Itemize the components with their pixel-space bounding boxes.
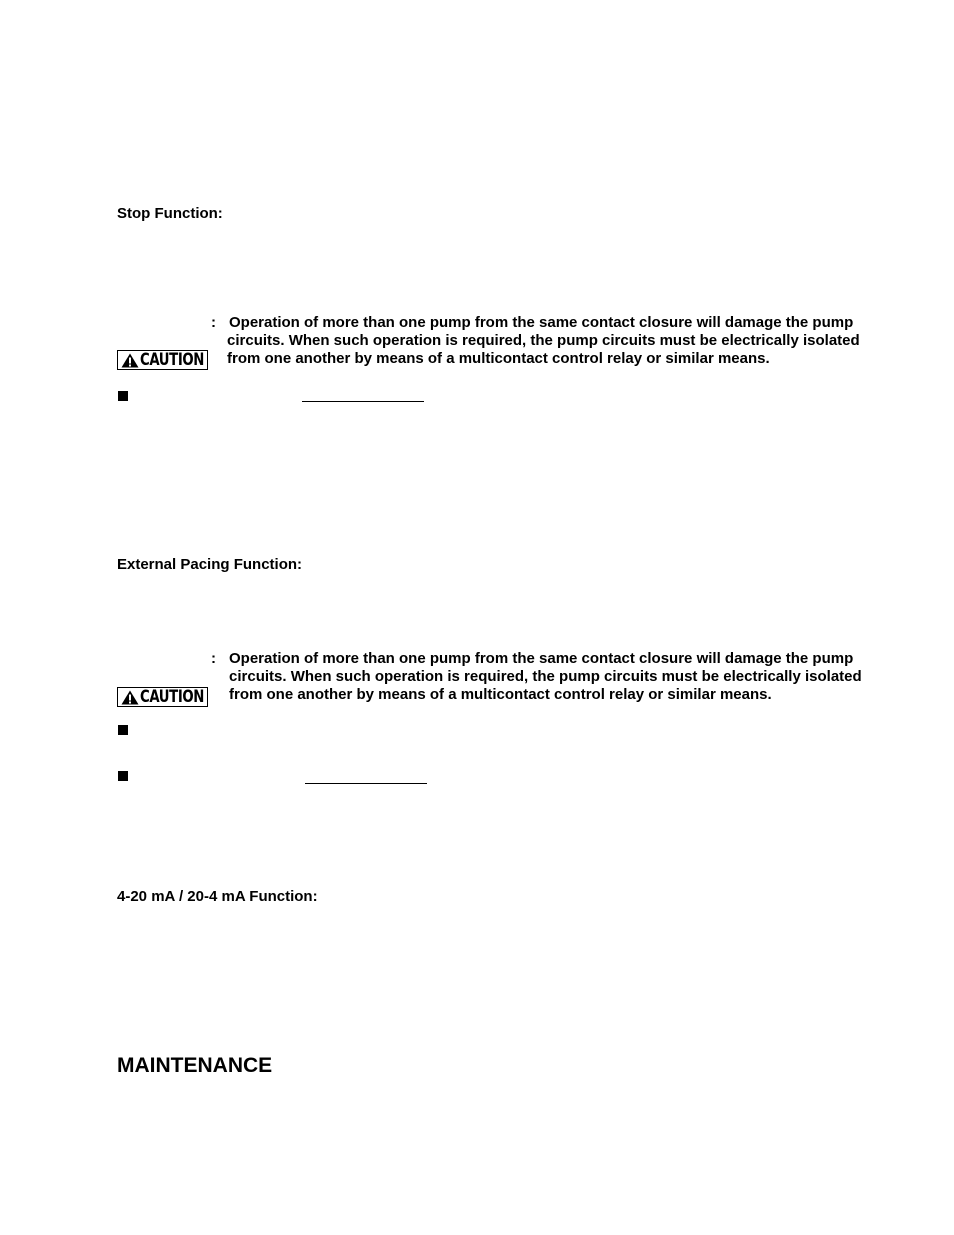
stop-function-label: Stop Function: xyxy=(117,205,223,222)
underline-rule xyxy=(305,783,427,784)
caution-word: CAUTION xyxy=(140,686,204,707)
underline-rule xyxy=(302,401,424,402)
ma-function-label: 4-20 mA / 20-4 mA Function: xyxy=(117,888,318,905)
caution-message: Operation of more than one pump from the same contact closure will damage the pump circuits. When such operation is required, the pump circuits must be electrically isolated from one another by means of a multicontact control relay or similar means. xyxy=(229,650,862,703)
square-bullet-icon xyxy=(118,725,128,735)
warning-triangle-icon xyxy=(121,690,139,705)
square-bullet-icon xyxy=(118,391,128,401)
caution-badge xyxy=(117,350,208,370)
caution-colon: : xyxy=(211,650,216,667)
caution-badge xyxy=(117,687,208,707)
warning-triangle-icon xyxy=(121,353,139,368)
maintenance-heading: MAINTENANCE xyxy=(117,1054,273,1077)
square-bullet-icon xyxy=(118,771,128,781)
caution-colon: : xyxy=(211,314,216,331)
caution-word: CAUTION xyxy=(140,349,204,370)
external-pacing-function-label: External Pacing Function: xyxy=(117,556,303,573)
caution-message: Operation of more than one pump from the same contact closure will damage the pump circuits. When such operation is required, the pump circuits must be electrically isolated from one another by means of a multicontact control relay or similar means. xyxy=(227,314,860,367)
